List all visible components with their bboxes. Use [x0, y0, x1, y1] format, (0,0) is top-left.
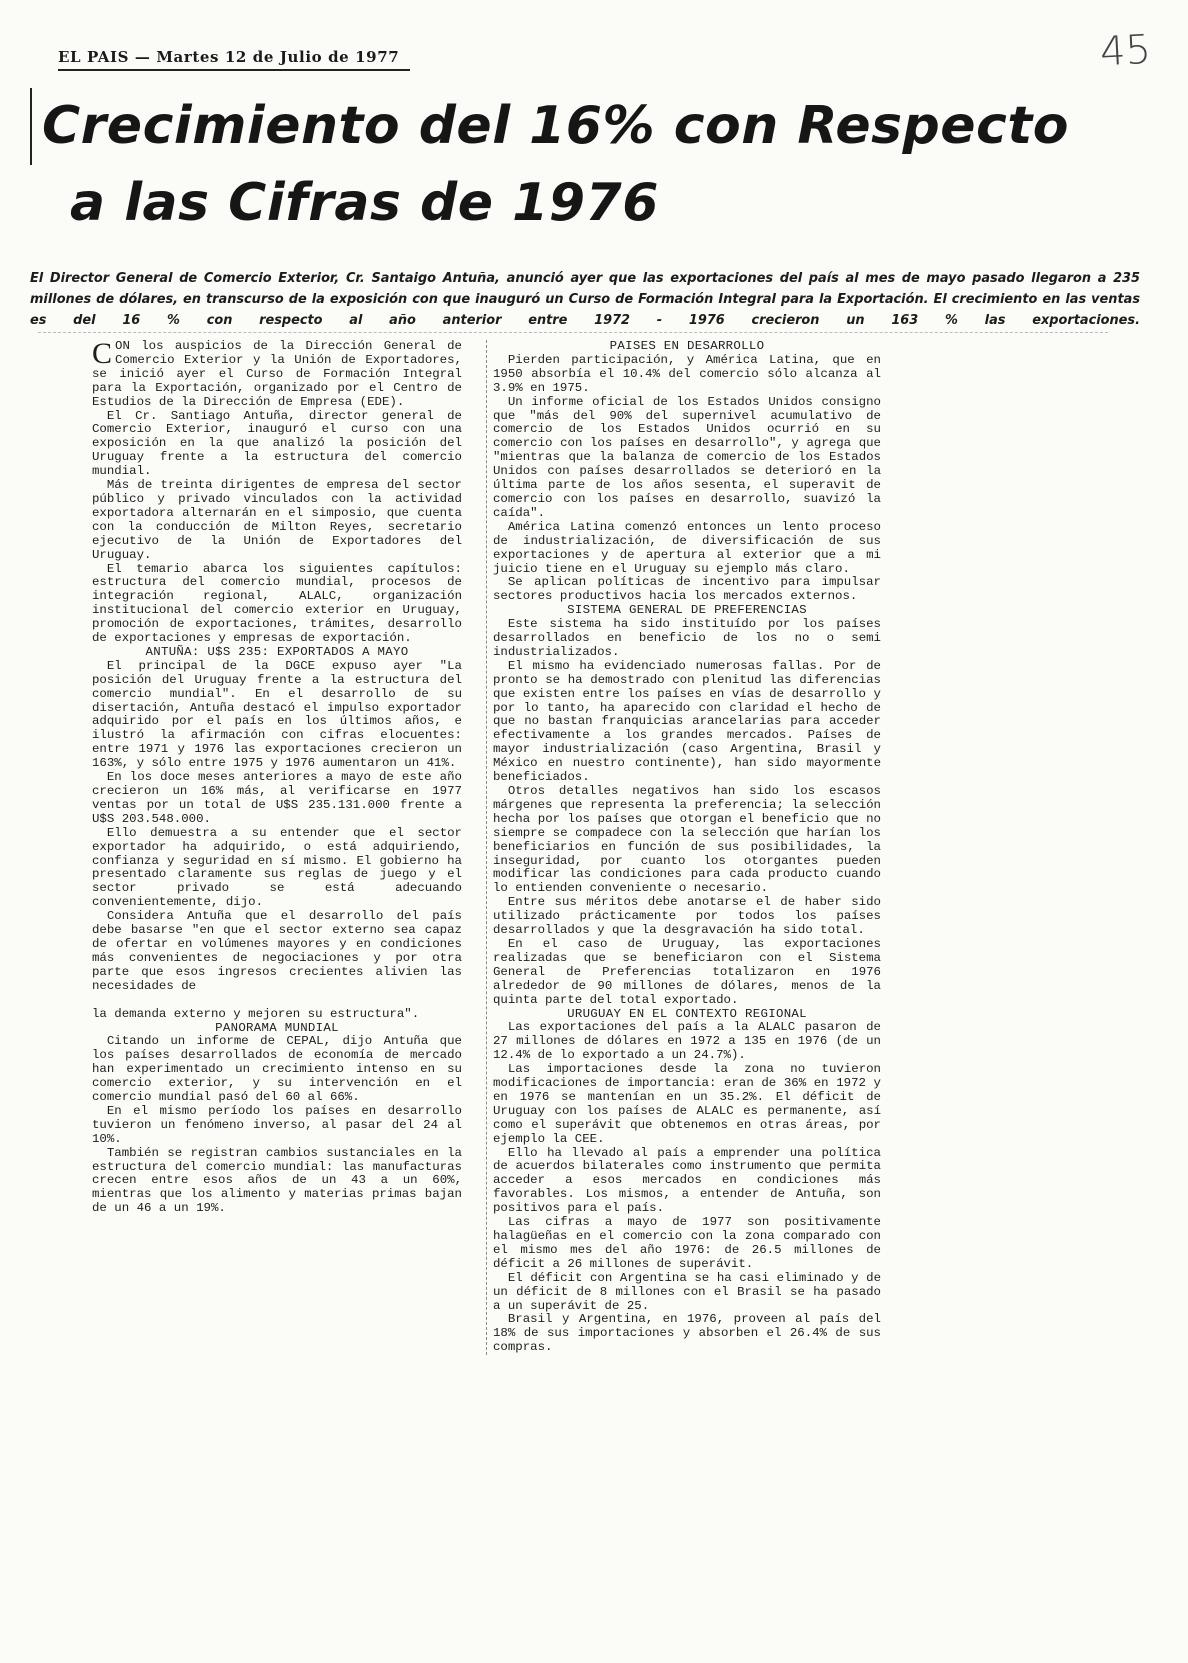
masthead: EL PAIS — Martes 12 de Julio de 1977 [58, 48, 410, 71]
paragraph: Considera Antuña que el desarrollo del país debe basarse "en que el sector externo sea capaz de ofertar en volúmenes mayores y en condiciones más convenientes de negociaciones y por otra parte que esos ingresos crecientes alivien las necesidades de [92, 909, 462, 993]
paragraph: Se aplican políticas de incentivo para impulsar sectores productivos hacia los mercados externos. [493, 575, 881, 604]
paragraph: Un informe oficial de los Estados Unidos consigno que "más del 90% del supernivel acumulativo de comercio de los Estados Unidos ocurrió en su comercio con los países en desarrollo", y agrega que "mientras que la balanza de comercio de los Estados Unidos con países desarrollados se deterioró en la última parte de los años sesenta, el superavit de comercio con los países en desarrollo, suavizó la caída". [493, 394, 881, 520]
paragraph: En los doce meses anteriores a mayo de este año crecieron un 16% más, al verificarse en 1977 ventas por un total de U$S 235.131.000 frente a U$S 203.548.000. [92, 770, 462, 826]
subheading: PAISES EN DESARROLLO [609, 339, 765, 353]
subheading: ANTUÑA: U$S 235: EXPORTADOS A MAYO [145, 644, 409, 659]
paragraph: También se registran cambios sustanciales en la estructura del comercio mundial: las manufacturas crecen entre esos años de un 43 a un 60%, mientras que los alimento y materias primas bajan de un 46 a un 19%. [92, 1145, 462, 1216]
paragraph: Ello ha llevado al país a emprender una política de acuerdos bilaterales como instrumento que permita acceder a esos mercados en condiciones más favorables. Los mismos, a entender de Antuña, son positivos para el país. [493, 1145, 881, 1216]
subheading: SISTEMA GENERAL DE PREFERENCIAS [567, 603, 807, 618]
paragraph: El temario abarca los siguientes capítulos: estructura del comercio mundial, procesos de integración regional, ALALC, organización institucional del comercio exterior en Uruguay, promoción de exportaciones, trámites, desarrollo de exportaciones y empresas de exportación. [92, 561, 462, 646]
paragraph: Ello demuestra a su entender que el sector exportador ha adquirido, o está adquiriendo, confianza y seguridad en sí mismo. El gobierno ha presentado claramente sus reglas de juego y el sector privado se está adecuando convenientemente, dijo. [92, 825, 462, 910]
paragraph-text: ON los auspicios de la Dirección General de Comercio Exterior y la Unión de Exportadores, se inició ayer el Curso de Formación Integral para la Exportación, organizado por el Centro de Estudios de la Dirección de Empresa (EDE). [92, 339, 462, 409]
divider [38, 332, 1108, 333]
headline-line-1: Crecimiento del 16% con Respecto [30, 88, 1110, 165]
paragraph: Citando un informe de CEPAL, dijo Antuña que los países desarrollados de economía de mercado han experimentado un crecimiento intenso en su comercio exterior, y su intervención en el comercio mundial pasó del 60 al 66%. [92, 1034, 462, 1105]
paragraph: Brasil y Argentina, en 1976, proveen al país del 18% de sus importaciones y absorben el 26.4% de sus compras. [493, 1312, 881, 1355]
handwritten-page-number: 45 [1098, 26, 1153, 76]
paragraph: El mismo ha evidenciado numerosas fallas. Por de pronto se ha demostrado con plenitud las diferencias que existen entre los países en vías de desarrollo y por lo tanto, ha aparecido con claridad el hecho de que no bastan franquicias arancelarias para acceder efectivamente a los grandes mercados. Países de mayor industrialización (caso Argentina, Brasil y México en nuestro continente), han sido mayormente beneficiados. [493, 658, 881, 785]
lede-paragraph: El Director General de Comercio Exterior, Cr. Santaigo Antuña, anunció ayer que las exportaciones del país al mes de mayo pasado llegaron a 235 millones de dólares, en transcurso de la exposición con que inauguró un Curso de Formación Integral para la Exportación. El crecimiento en las ventas es del 16 % con respecto al año anterior entre 1972 - 1976 crecieron un 163 % las exportaciones. [30, 271, 1140, 328]
paragraph: Entre sus méritos debe anotarse el de haber sido utilizado prácticamente por todos los países desarrollados y que la desgravación ha sido total. [493, 895, 881, 938]
paragraph: El déficit con Argentina se ha casi eliminado y de un déficit de 8 millones con el Brasil se ha pasado a un superávit de 25. [493, 1270, 881, 1313]
left-column [92, 337, 462, 1216]
paragraph: En el mismo período los países en desarrollo tuvieron un fenómeno inverso, al pasar del 24 al 10%. [92, 1103, 462, 1146]
headline [30, 88, 1110, 242]
paragraph: El Cr. Santiago Antuña, director general de Comercio Exterior, inauguró el curso con una exposición en la que analizó la posición del Uruguay frente a la estructura del comercio mundial. [92, 408, 462, 479]
paragraph: Este sistema ha sido instituído por los países desarrollados en beneficio de los no o semi industrializados. [493, 617, 881, 659]
right-column [486, 340, 881, 1355]
paragraph: la demanda externo y mejoren su estructura". [92, 1006, 420, 1021]
paragraph: Las importaciones desde la zona no tuvieron modificaciones de importancia: eran de 36% en 1972 y en 1976 se mantenían en un 35.2%. El déficit de Uruguay con los países de ALALC es permanente, así como el superávit que obtenemos en otras áreas, por ejemplo la CEE. [493, 1062, 881, 1146]
paragraph: Otros detalles negativos han sido los escasos márgenes que representa la preferencia; la selección hecha por los países que otorgan el beneficio que no siempre se compadece con la selección que harían los beneficiarios en función de sus posibilidades, la inseguridad, por cuanto los otorgantes pueden modificar las condiciones para cada producto cuando lo entienden conveniente o necesario. [493, 784, 881, 896]
subheading: URUGUAY EN EL CONTEXTO REGIONAL [567, 1006, 807, 1021]
paragraph: Más de treinta dirigentes de empresa del sector público y privado vinculados con la actividad exportadora alternarán en el simposio, que cuenta con la conducción de Milton Reyes, secretario ejecutivo de la Unión de Exportadores del Uruguay. [92, 478, 462, 562]
headline-line-2: a las Cifras de 1976 [70, 172, 659, 233]
paragraph: Las cifras a mayo de 1977 son positivamente halagüeñas en el comercio con la zona comparado con el mismo mes del año 1976: de 26.5 millones de déficit a 26 millones de superávit. [493, 1215, 881, 1271]
subheading: PANORAMA MUNDIAL [215, 1020, 339, 1035]
paragraph: América Latina comenzó entonces un lento proceso de industrialización, de diversificación de sus exportaciones y de apertura al exterior que a mi juicio tiene en el Uruguay su ejemplo más claro. [493, 519, 881, 576]
drop-cap: C [92, 337, 113, 370]
paragraph: Las exportaciones del país a la ALALC pasaron de 27 millones de dólares en 1972 a 135 en 1976 (de un 12.4% de lo exportado a un 24.7%). [493, 1020, 881, 1063]
paragraph: Pierden participación, y América Latina, que en 1950 absorbía el 10.4% del comercio sólo alcanza al 3.9% en 1975. [493, 352, 881, 395]
paragraph [92, 337, 462, 410]
paragraph: El principal de la DGCE expuso ayer "La posición del Uruguay frente a la estructura del comercio mundial". En el desarrollo de su disertación, Antuña destacó el impulso exportador adquirido por el país en los últimos años, e ilustró la afirmación con cifras elocuentes: entre 1971 y 1976 las exportaciones crecieron un 163%, y sólo entre 1975 y 1976 aumentaron un 41%. [92, 658, 462, 771]
paragraph: En el caso de Uruguay, las exportaciones realizadas que se beneficiaron con el Sistema General de Preferencias totalizaron en 1976 alrededor de 90 millones de dólares, menos de la quinta parte del total exportado. [493, 936, 881, 1007]
